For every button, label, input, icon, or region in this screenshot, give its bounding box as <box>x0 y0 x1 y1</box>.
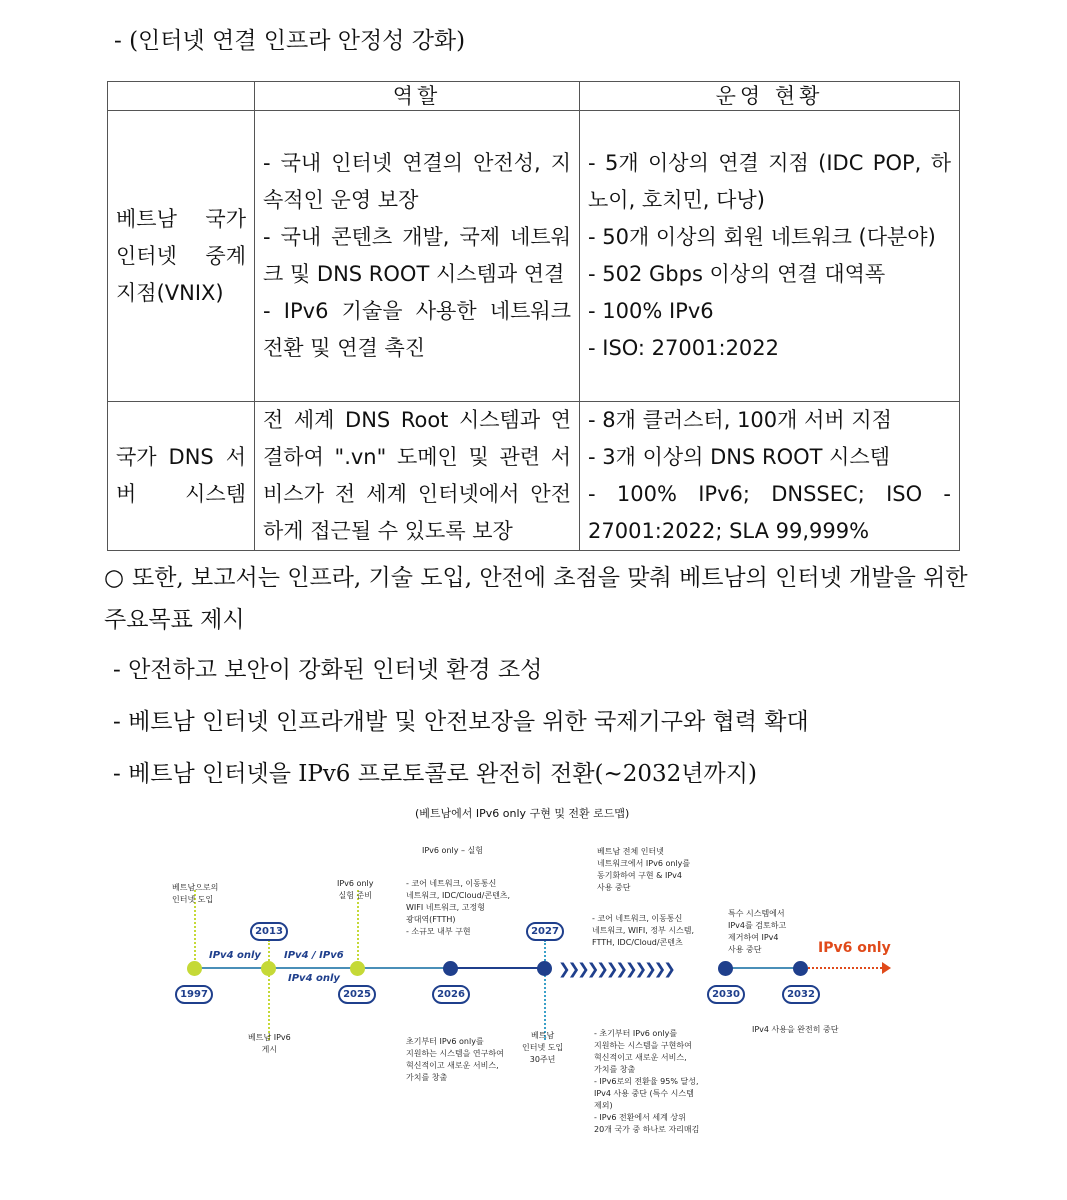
year-badge-2026: 2026 <box>432 985 470 1004</box>
milestone-2030-dot <box>718 961 733 976</box>
note-2027: 베트남 인터넷 도입 30주년 <box>522 1031 564 1064</box>
final-label-ipv6-only: IPv6 only <box>818 940 891 956</box>
row-status-vnix: - 5개 이상의 연결 지점 (IDC POP, 하노이, 호치민, 다낭) - 50개 이상의 회원 네트워크 (다분야) - 502 Gbps 이상의 연결 대역폭 - 100% IPv6 - ISO: 27001:2022 <box>580 111 960 402</box>
roadmap-title: (베트남에서 IPv6 only 구현 및 전환 로드맵) <box>415 807 630 820</box>
note-1997: 베트남으로의 인터넷 도입 <box>172 883 219 904</box>
connector-2027 <box>544 940 546 1040</box>
year-badge-2032: 2032 <box>782 985 820 1004</box>
row-status-dns: - 8개 클러스터, 100개 서버 지점 - 3개 이상의 DNS ROOT 시스템 - 100% IPv6; DNSSEC; ISO - 27001:2022; SLA 99,999% <box>580 402 960 551</box>
note-2027-bottom: - 초기부터 IPv6 only를 지원하는 시스템을 구현하여 혁신적이고 새로운 서비스, 가치를 창출 - IPv6로의 전환율 95% 달성, IPv4 사용 중단 (특수 시스템 제외) - IPv6 전환에서 세계 상위 20개 국가 중 하나로 자리매김 <box>594 1029 700 1134</box>
row-role-vnix: - 국내 인터넷 연결의 안전성, 지속적인 운영 보장 - 국내 콘텐츠 개발, 국제 네트워크 및 DNS ROOT 시스템과 연결 - IPv6 기술을 사용한 네트워크 전환 및 연결 촉진 <box>255 111 580 402</box>
year-badge-2013: 2013 <box>250 922 288 941</box>
ipv6-roadmap-figure <box>160 800 910 1160</box>
table-row <box>108 111 960 402</box>
summary-paragraph <box>104 557 974 641</box>
row-name-vnix: 베트남 국가 인터넷 중계 지점(VNIX) <box>108 111 255 402</box>
arrowhead-icon <box>882 962 891 974</box>
timeline-line-2026 <box>450 967 550 969</box>
milestone-2027-dot <box>537 961 552 976</box>
table-row <box>108 402 960 551</box>
chevron-arrows-icon: ❯❯❯❯❯❯❯❯❯❯❯❯ <box>558 960 673 978</box>
timeline-line <box>195 967 465 969</box>
section-heading: - (인터넷 연결 인프라 안정성 강화) <box>114 28 466 54</box>
note-2030: 특수 시스템에서 IPv4를 검토하고 제거하여 IPv4 사용 중단 <box>728 909 787 954</box>
future-arrow <box>803 967 886 969</box>
note-2026-bottom: 초기부터 IPv6 only를 지원하는 시스템을 연구하여 혁신적이고 새로운 서비스, 가치를 창출 <box>406 1037 504 1082</box>
milestone-2032-dot <box>793 961 808 976</box>
list-item: - 베트남 인터넷을 IPv6 프로토콜로 완전히 전환(~2032년까지) <box>113 761 757 787</box>
connector-2013 <box>268 940 270 1040</box>
row-role-dns: 전 세계 DNS Root 시스템과 연결하여 ".vn" 도메인 및 관련 서비스가 전 세계 인터넷에서 안전하게 접근될 수 있도록 보장 <box>255 402 580 551</box>
year-badge-2030: 2030 <box>707 985 745 1004</box>
milestone-2025-dot <box>350 961 365 976</box>
table-header-blank <box>108 82 255 111</box>
summary-text: 또한, 보고서는 인프라, 기술 도입, 안전에 초점을 맞춰 베트남의 인터넷 개발을 위한 주요목표 제시 <box>104 565 968 633</box>
table-header-status: 운영 현황 <box>580 82 960 111</box>
note-2027-top: 베트남 전체 인터넷 네트워크에서 IPv6 only를 동기화하여 구현 & IPv4 사용 중단 <box>597 847 691 892</box>
note-2032: IPv4 사용을 완전히 중단 <box>752 1025 839 1034</box>
note-2013: 베트남 IPv6 게시 <box>248 1033 291 1054</box>
note-2027-mid: - 코어 네트워크, 이동통신 네트워크, WIFI, 정부 시스템, FTTH, IDC/Cloud/콘텐츠 <box>592 914 695 947</box>
year-badge-1997: 1997 <box>175 985 213 1004</box>
year-badge-2025: 2025 <box>338 985 376 1004</box>
goals-list <box>113 648 809 804</box>
segment-label-dual-stack: IPv4 / IPv6 <box>284 950 344 961</box>
bullet-circle-icon: ○ <box>104 565 125 591</box>
infrastructure-table <box>107 81 960 551</box>
segment-label-ipv4-only-2: IPv4 only <box>288 973 340 984</box>
list-item: - 베트남 인터넷 인프라개발 및 안전보장을 위한 국제기구와 협력 확대 <box>113 709 809 735</box>
note-2026-top: - 코어 네트워크, 이동통신 네트워크, IDC/Cloud/콘텐츠, WIFI 네트워크, 고정형 광대역(FTTH) - 소규모 내부 구현 <box>406 879 511 936</box>
table-header-row <box>108 82 960 111</box>
milestone-2026-dot <box>443 961 458 976</box>
table-header-role: 역할 <box>255 82 580 111</box>
segment-label-ipv4-only: IPv4 only <box>209 950 261 961</box>
note-2025: IPv6 only 실험 준비 <box>337 879 374 900</box>
row-name-dns: 국가 DNS 서버 시스템 <box>108 402 255 551</box>
milestone-1997-dot <box>187 961 202 976</box>
list-item: - 안전하고 보안이 강화된 인터넷 환경 조성 <box>113 657 543 683</box>
milestone-2013-dot <box>261 961 276 976</box>
year-badge-2027: 2027 <box>526 922 564 941</box>
note-2026-title: IPv6 only – 실험 <box>422 846 484 855</box>
